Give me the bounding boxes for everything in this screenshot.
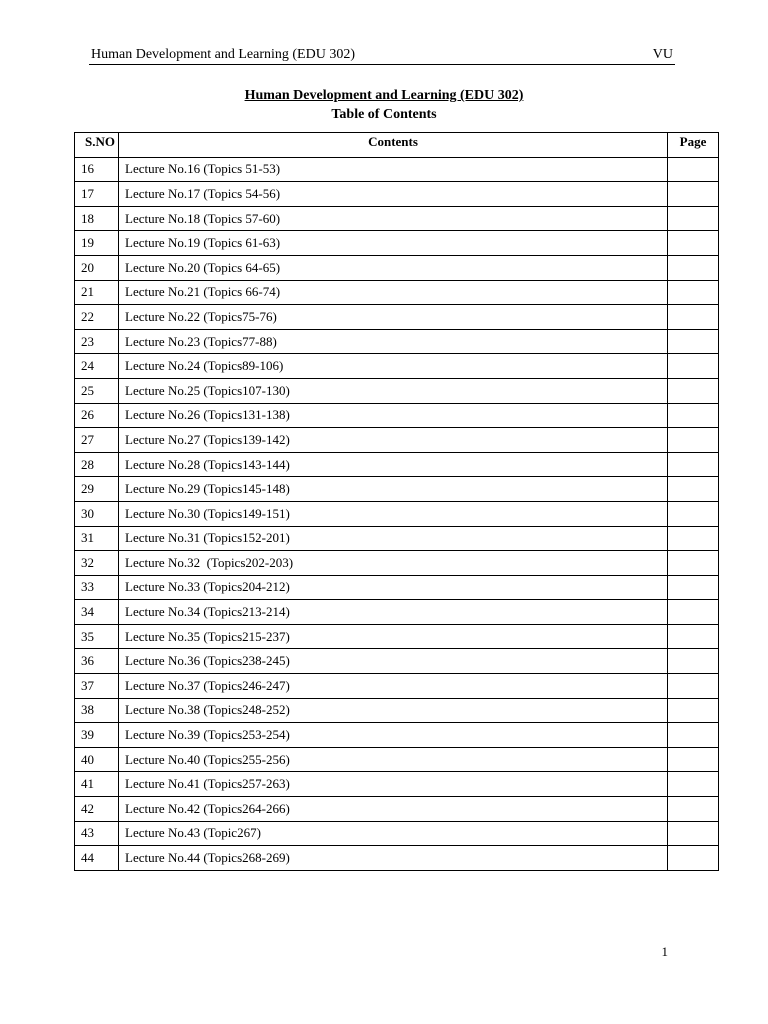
table-row: [75, 452, 719, 477]
sno-cell: 26: [75, 403, 119, 428]
table-row: [75, 600, 719, 625]
sno-cell: 36: [75, 649, 119, 674]
page-cell: [668, 575, 719, 600]
page-cell: [668, 747, 719, 772]
sno-cell: 41: [75, 772, 119, 797]
sno-cell: 17: [75, 182, 119, 207]
sno-cell: 22: [75, 305, 119, 330]
sno-cell: 19: [75, 231, 119, 256]
table-row: [75, 403, 719, 428]
page-number: 1: [661, 944, 668, 959]
page-cell: [668, 551, 719, 576]
page-cell: [668, 477, 719, 502]
page-cell: [668, 674, 719, 699]
column-header-sno: S.NO: [75, 133, 119, 158]
page-cell: [668, 624, 719, 649]
contents-cell: Lecture No.35 (Topics215-237): [119, 624, 668, 649]
column-header-page: Page: [668, 133, 719, 158]
sno-cell: 23: [75, 329, 119, 354]
table-header-row: [75, 133, 719, 158]
page-cell: [668, 649, 719, 674]
table-row: [75, 280, 719, 305]
sno-cell: 25: [75, 378, 119, 403]
sno-cell: 24: [75, 354, 119, 379]
table-row: [75, 157, 719, 182]
running-header: [89, 46, 675, 65]
sno-cell: 29: [75, 477, 119, 502]
sno-cell: 32: [75, 551, 119, 576]
contents-cell: Lecture No.32 (Topics202-203): [119, 551, 668, 576]
document-title: Human Development and Learning (EDU 302): [244, 88, 524, 103]
table-row: [75, 501, 719, 526]
contents-cell: Lecture No.28 (Topics143-144): [119, 452, 668, 477]
contents-cell: Lecture No.40 (Topics255-256): [119, 747, 668, 772]
page-cell: [668, 378, 719, 403]
contents-cell: Lecture No.30 (Topics149-151): [119, 501, 668, 526]
page-cell: [668, 772, 719, 797]
contents-cell: Lecture No.43 (Topic267): [119, 821, 668, 846]
page-cell: [668, 182, 719, 207]
page-cell: [668, 354, 719, 379]
table-row: [75, 649, 719, 674]
sno-cell: 30: [75, 501, 119, 526]
contents-cell: Lecture No.38 (Topics248-252): [119, 698, 668, 723]
sno-cell: 31: [75, 526, 119, 551]
contents-cell: Lecture No.39 (Topics253-254): [119, 723, 668, 748]
sno-cell: 38: [75, 698, 119, 723]
page-cell: [668, 723, 719, 748]
table-row: [75, 698, 719, 723]
table-row: [75, 747, 719, 772]
sno-cell: 37: [75, 674, 119, 699]
column-header-contents: Contents: [119, 133, 668, 158]
sno-cell: 34: [75, 600, 119, 625]
page-cell: [668, 403, 719, 428]
page-cell: [668, 797, 719, 822]
table-row: [75, 846, 719, 871]
table-row: [75, 723, 719, 748]
sno-cell: 28: [75, 452, 119, 477]
table-row: [75, 354, 719, 379]
contents-cell: Lecture No.21 (Topics 66-74): [119, 280, 668, 305]
sno-cell: 43: [75, 821, 119, 846]
sno-cell: 35: [75, 624, 119, 649]
page-cell: [668, 846, 719, 871]
sno-cell: 27: [75, 428, 119, 453]
table-row: [75, 674, 719, 699]
contents-cell: Lecture No.19 (Topics 61-63): [119, 231, 668, 256]
table-row: [75, 305, 719, 330]
page-cell: [668, 231, 719, 256]
table-row: [75, 526, 719, 551]
table-row: [75, 182, 719, 207]
table-row: [75, 255, 719, 280]
contents-cell: Lecture No.22 (Topics75-76): [119, 305, 668, 330]
contents-cell: Lecture No.42 (Topics264-266): [119, 797, 668, 822]
contents-cell: Lecture No.27 (Topics139-142): [119, 428, 668, 453]
sno-cell: 20: [75, 255, 119, 280]
table-row: [75, 428, 719, 453]
sno-cell: 18: [75, 206, 119, 231]
table-row: [75, 206, 719, 231]
page-cell: [668, 526, 719, 551]
table-row: [75, 575, 719, 600]
page-cell: [668, 452, 719, 477]
document-title-block: [0, 87, 768, 123]
page-cell: [668, 329, 719, 354]
sno-cell: 39: [75, 723, 119, 748]
sno-cell: 16: [75, 157, 119, 182]
sno-cell: 42: [75, 797, 119, 822]
page-cell: [668, 428, 719, 453]
page-cell: [668, 255, 719, 280]
table-of-contents: [74, 132, 719, 871]
header-course-title: Human Development and Learning (EDU 302): [91, 47, 355, 62]
page-cell: [668, 501, 719, 526]
contents-cell: Lecture No.36 (Topics238-245): [119, 649, 668, 674]
document-subtitle: Table of Contents: [331, 107, 437, 122]
page-cell: [668, 280, 719, 305]
contents-cell: Lecture No.24 (Topics89-106): [119, 354, 668, 379]
page-cell: [668, 821, 719, 846]
contents-cell: Lecture No.37 (Topics246-247): [119, 674, 668, 699]
table-row: [75, 378, 719, 403]
table-row: [75, 624, 719, 649]
header-institution: VU: [652, 47, 673, 62]
table-body: [75, 157, 719, 870]
page-cell: [668, 157, 719, 182]
table-row: [75, 772, 719, 797]
contents-cell: Lecture No.29 (Topics145-148): [119, 477, 668, 502]
contents-cell: Lecture No.18 (Topics 57-60): [119, 206, 668, 231]
table-row: [75, 477, 719, 502]
contents-cell: Lecture No.17 (Topics 54-56): [119, 182, 668, 207]
table-row: [75, 821, 719, 846]
contents-cell: Lecture No.25 (Topics107-130): [119, 378, 668, 403]
sno-cell: 21: [75, 280, 119, 305]
page-cell: [668, 206, 719, 231]
contents-cell: Lecture No.41 (Topics257-263): [119, 772, 668, 797]
contents-cell: Lecture No.31 (Topics152-201): [119, 526, 668, 551]
contents-cell: Lecture No.44 (Topics268-269): [119, 846, 668, 871]
contents-cell: Lecture No.16 (Topics 51-53): [119, 157, 668, 182]
table-row: [75, 551, 719, 576]
contents-cell: Lecture No.34 (Topics213-214): [119, 600, 668, 625]
contents-cell: Lecture No.20 (Topics 64-65): [119, 255, 668, 280]
page-cell: [668, 600, 719, 625]
page-cell: [668, 305, 719, 330]
contents-cell: Lecture No.26 (Topics131-138): [119, 403, 668, 428]
sno-cell: 44: [75, 846, 119, 871]
table-row: [75, 231, 719, 256]
sno-cell: 33: [75, 575, 119, 600]
contents-cell: Lecture No.23 (Topics77-88): [119, 329, 668, 354]
table-row: [75, 329, 719, 354]
table-row: [75, 797, 719, 822]
page-cell: [668, 698, 719, 723]
contents-cell: Lecture No.33 (Topics204-212): [119, 575, 668, 600]
sno-cell: 40: [75, 747, 119, 772]
